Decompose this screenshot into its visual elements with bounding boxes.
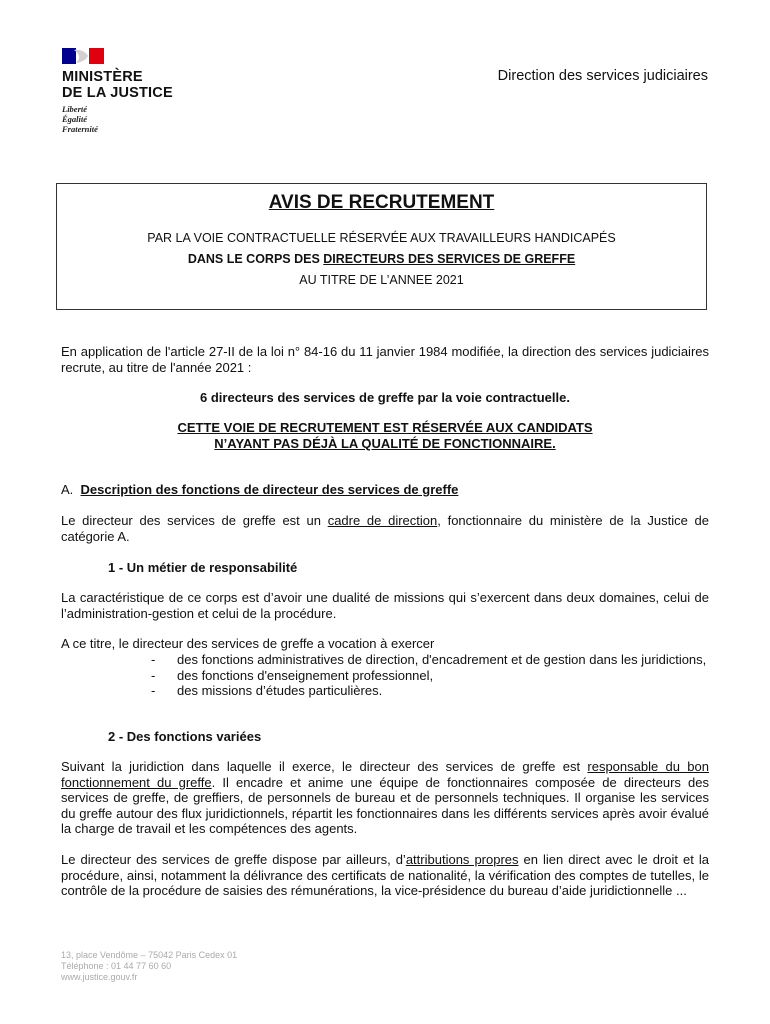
footer-address: 13, place Vendôme – 75042 Paris Cedex 01 Téléphone : 01 44 77 60 60 www.justice.gouv.fr (61, 950, 238, 982)
list-item: - des missions d’études particulières. (151, 683, 383, 698)
sub2-heading: 2 - Des fonctions variées (108, 729, 262, 744)
positions-line: 6 directeurs des services de greffe par la voie contractuelle. (200, 390, 570, 405)
list-item: - des fonctions administratives de direction, d'encadrement et de gestion dans les juridictions, (151, 652, 707, 667)
ministry-name: MINISTÈRE DE LA JUSTICE (62, 69, 173, 101)
sub1-paragraph-2: A ce titre, le directeur des services de greffe a vocation à exercer (61, 636, 435, 651)
marianne-icon (62, 46, 106, 66)
republic-motto: Liberté Égalité Fraternité (62, 104, 98, 134)
sub2-paragraph-1: Suivant la juridiction dans laquelle il exerce, le directeur des services de greffe est responsable du bon fonctionnement du greffe. Il encadre et anime une équipe de fonctionnaires composée de directeurs des services de greffe, de greffiers, de personnels de bureau et de personnels techniques. Il organise les services du greffe autour des flux juridictionnels, répartit les fonctionnaires dans les différents services après avoir évalué la charge de travail et les compétences des agents. (61, 759, 710, 836)
direction-label: Direction des services judiciaires (497, 68, 708, 84)
list-item: - des fonctions d'enseignement professionnel, (151, 667, 434, 683)
section-a-paragraph: Le directeur des services de greffe est un cadre de direction, fonctionnaire du ministère de la Justice de catégorie A. (61, 513, 710, 544)
notice-subtitle-2: DANS LE CORPS DES DIRECTEURS DES SERVICES DE GREFFE (187, 252, 576, 266)
section-a-heading: A. Description des fonctions de directeur des services de greffe (61, 482, 459, 497)
sub2-paragraph-2: Le directeur des services de greffe dispose par ailleurs, d’attributions propres en lien direct avec le droit et la procédure, ainsi, notamment la délivrance des certificats de nationalité, la vérification des comptes de tutelles, le contrôle de la procédure de saisies des rémunérations, la vice-présidence du bureau d’aide juridictionnelle ... (61, 852, 709, 898)
notice-title: AVIS DE RECRUTEMENT (268, 192, 495, 213)
sub1-heading: 1 - Un métier de responsabilité (108, 560, 298, 575)
reserved-notice: CETTE VOIE DE RECRUTEMENT EST RÉSERVÉE AUX CANDIDATS N’AYANT PAS DÉJÀ LA QUALITÉ DE FONCTIONNAIRE. (177, 420, 593, 451)
notice-title-box (56, 183, 707, 310)
notice-subtitle-3: AU TITRE DE L’ANNEE 2021 (299, 273, 464, 287)
sub1-bullet-list (61, 652, 709, 699)
intro-paragraph: En application de l'article 27-II de la loi n° 84-16 du 11 janvier 1984 modifiée, la direction des services judiciaires recrute, au titre de l'année 2021 : (61, 344, 709, 375)
sub1-paragraph-1: La caractéristique de ce corps est d’avoir une dualité de missions qui s’exercent dans deux domaines, celui de l’administration-gestion et celui de la procédure. (61, 590, 709, 621)
notice-subtitle-1: PAR LA VOIE CONTRACTUELLE RÉSERVÉE AUX TRAVAILLEURS HANDICAPÉS (147, 231, 616, 245)
